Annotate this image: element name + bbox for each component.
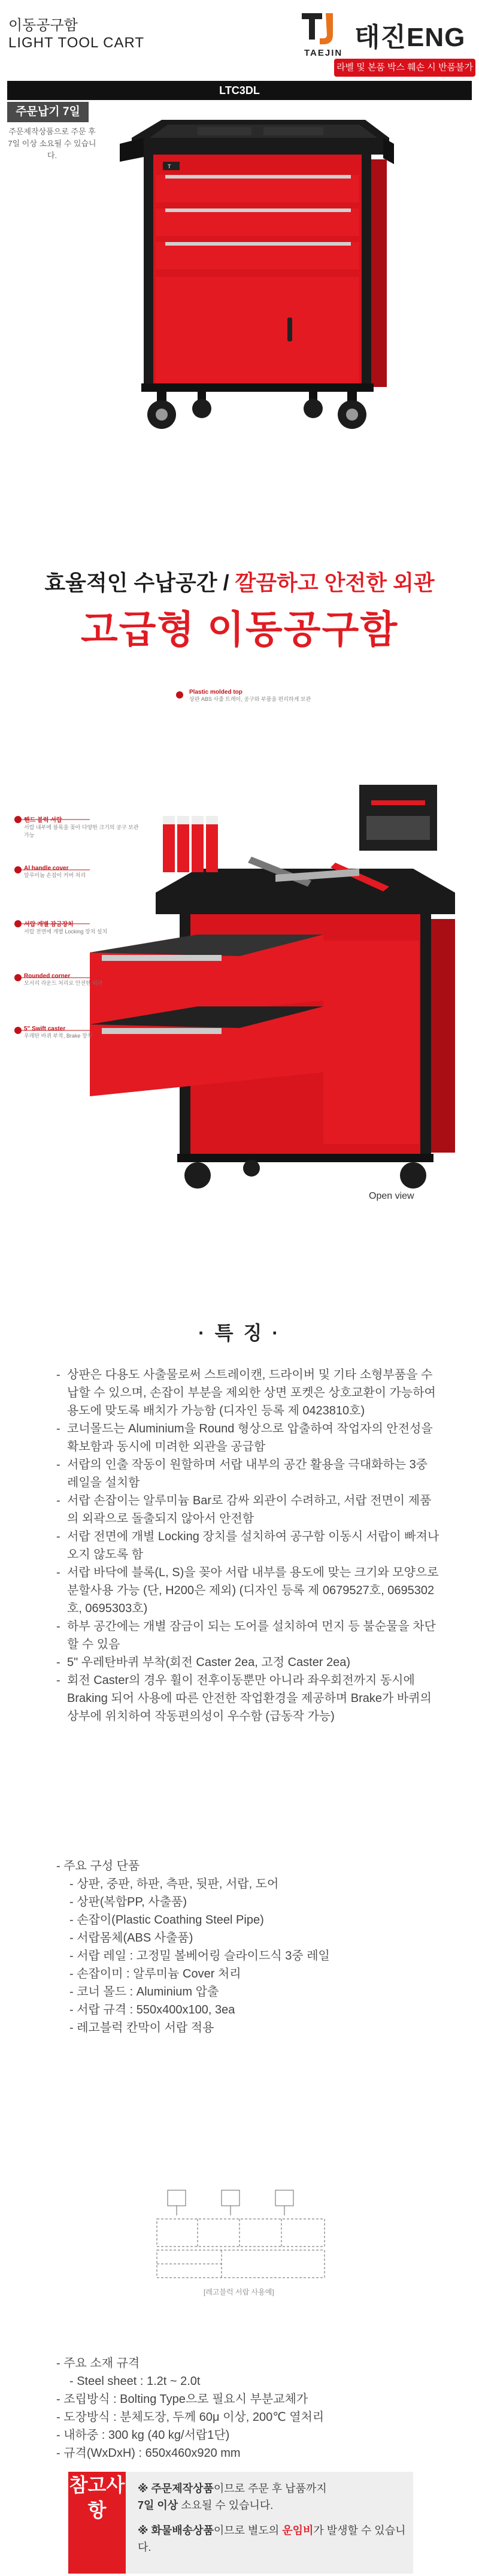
promo-subtitle-highlight: 깔끔하고 안전한 외관 (235, 570, 435, 595)
product-category-title: 이동공구함 (8, 17, 78, 34)
component-item: - 레고블럭 칸막이 서랍 적용 (69, 2021, 214, 2034)
feature-item: - 5" 우레탄바퀴 부착(회전 Caster 2ea, 고정 Caster 2ea) (56, 1653, 439, 1671)
feature-item: - 서랍의 인출 작동이 원할하며 서랍 내부의 공간 활용을 극대화하는 3중 레일을 설치함 (56, 1456, 439, 1492)
open-view-section (0, 689, 479, 1228)
feature-item: - 서랍 손잡이는 알루미늄 Bar로 감싸 외관이 수려하고, 서랍 전면이 제품의 외곽으로 돌출되지 않아서 안전함 (56, 1492, 439, 1528)
component-item: - 상판(복합PP, 사출품) (69, 1895, 187, 1909)
spec-line: - 조립방식 : Bolting Type으로 필요시 부분교체가 (56, 2393, 308, 2406)
callout-drawer-blocks: 핸드 블럭 서랍 서랍 내부에 블록을 꽂아 다양한 크기의 공구 보관 가능 (24, 817, 139, 838)
component-item: - 코너 몰드 : Aluminium 압출 (69, 1985, 219, 1998)
callout-drawer-lock: 서랍 개별 잠금장치 서랍 전면에 개별 Locking 장치 설치 (24, 921, 108, 935)
spec-line: - 주요 소재 규격 (56, 2357, 140, 2370)
promo-subtitle-prefix: 효율적인 수납공간 / (44, 570, 235, 595)
component-item: - 손잡이미 : 알루미늄 Cover 처리 (69, 1967, 241, 1981)
reference-body (126, 2472, 413, 2574)
lego-drawer-caption: [레고블럭 서랍 사용예] (204, 2288, 274, 2296)
callout-top-tray: Plastic molded top 상판 ABS 사출 트레이, 공구와 부품을 편리하게 보관 (189, 689, 311, 702)
promo-headline: 고급형 이동공구함 (80, 608, 399, 651)
spec-section (56, 2354, 439, 2462)
component-item: - 상판, 중판, 하판, 측판, 뒷판, 서랍, 도어 (69, 1877, 279, 1891)
brand-logo[interactable] (293, 6, 473, 60)
page-header (0, 0, 479, 81)
callout-handle-cover: Al handle cover 알루미늄 손잡이 커버 처리 (24, 865, 86, 878)
components-heading: - 주요 구성 단품 (56, 1860, 140, 1873)
return-policy-badge: 라벨 및 본품 박스 훼손 시 반품불가 (334, 59, 475, 77)
spec-line: - 도장방식 : 분체도장, 두께 60μ 이상, 200℃ 열처리 (56, 2411, 325, 2424)
model-number-bar: LTC3DL (7, 81, 472, 100)
component-item: - 서랍 레일 : 고정밀 볼베어링 슬라이드식 3중 레일 (69, 1949, 330, 1963)
callout-rounded-corner: Rounded corner 모서리 라운드 처리로 안전한 외관 (24, 973, 103, 986)
reference-item-freight: ※ 화물배송상품이므로 별도의 운임비가 발생할 수 있습니다. (138, 2524, 406, 2553)
features-title: · 특 징 · (198, 1322, 281, 1344)
reference-item-made-to-order: ※ 주문제작상품이므로 주문 후 납품까지 7일 이상 소요될 수 있습니다. (138, 2483, 327, 2511)
promo-subtitle (0, 566, 479, 597)
spec-line: - 내하중 : 300 kg (40 kg/서랍1단) (56, 2429, 230, 2442)
brand-mark-icon (302, 11, 339, 47)
callout-caster: 5" Swift caster 우레탄 바퀴 부착, Brake 장착 (24, 1026, 93, 1039)
reference-tag: 참고사항 (68, 2472, 126, 2574)
feature-item: - 서랍 전면에 개별 Locking 장치를 설치하여 공구함 이동시 서랍이 빠져나오지 않도록 함 (56, 1528, 439, 1564)
feature-item: - 하부 공간에는 개별 잠금이 되는 도어를 설치하여 먼지 등 불순물을 차단할 수 있음 (56, 1617, 439, 1653)
component-item: - 서랍 규격 : 550x400x100, 3ea (69, 2003, 235, 2016)
components-section (56, 1857, 439, 2037)
component-item: - 손잡이(Plastic Coathing Steel Pipe) (69, 1913, 264, 1927)
lego-drawer-diagram (156, 2185, 329, 2281)
feature-item: - 상판은 다용도 사출물로써 스트레이캔, 드라이버 및 기타 소형부품을 수납할 수 있으며, 손잡이 부분을 제외한 상면 포켓은 상호교환이 가능하여 용도에 맞도록 배치가 가능함 (디자인 등록 제 0423810호) (56, 1366, 439, 1420)
features-list (56, 1366, 439, 1725)
feature-item: - 회전 Caster의 경우 휠이 전후이동뿐만 아니라 좌우회전까지 동시에 Braking 되어 사용에 따른 안전한 작업환경을 제공하며 Brake가 바퀴의 상부에 위치하여 작동편의성이 우수함 (급동작 가능) (56, 1671, 439, 1725)
component-item: - 서랍몸체(ABS 사출품) (69, 1931, 193, 1945)
open-cart-illustration (0, 689, 479, 1228)
brand-name-ko: 태진ENG (354, 23, 466, 52)
cart-badge: T (168, 164, 171, 170)
feature-item: - 코너몰드는 Aluminium을 Round 형상으로 압출하여 작업자의 안전성을 확보함과 동시에 미려한 외관을 공급함 (56, 1420, 439, 1456)
components-list (69, 1875, 439, 2037)
reference-notice (68, 2472, 413, 2574)
tool-cart-photo (108, 120, 395, 431)
spec-line: - 규격(WxDxH) : 650x460x920 mm (56, 2447, 241, 2460)
open-view-caption: Open view (369, 1191, 414, 1201)
product-category-subtitle: LIGHT TOOL CART (8, 35, 145, 51)
spec-line: - Steel sheet : 1.2t ~ 2.0t (69, 2375, 201, 2388)
lead-time-note: 주문제작상품으로 주문 후 7일 이상 소요될 수 있습니다. (8, 127, 96, 160)
lead-time-badge: 주문납기 7일 (7, 102, 89, 122)
brand-name-en: TAEJIN (304, 48, 343, 58)
feature-item: - 서랍 바닥에 블록(L, S)을 꽂아 서랍 내부를 용도에 맞는 크기와 모양으로 분할사용 가능 (단, H200은 제외) (디자인 등록 제 0679527호, 0695302호, 0695303호) (56, 1564, 439, 1617)
